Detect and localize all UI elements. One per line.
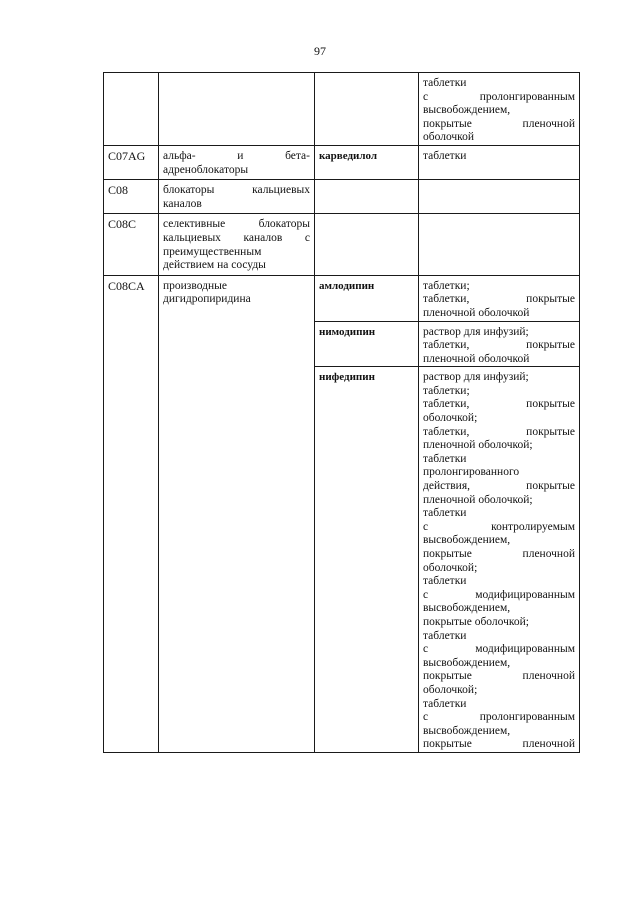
dosage-form-line: оболочкой; bbox=[423, 683, 478, 696]
group-name-line: преимущественным bbox=[163, 245, 262, 258]
drug-name-cell bbox=[315, 367, 419, 753]
table-row bbox=[104, 180, 580, 214]
table-row bbox=[104, 275, 580, 321]
drug-name-cell bbox=[315, 73, 419, 146]
atc-code: C08CA bbox=[108, 278, 145, 293]
group-name-line: адреноблокаторы bbox=[163, 163, 249, 176]
group-name-line: производные bbox=[163, 279, 227, 292]
anatomical-group-cell bbox=[159, 180, 315, 214]
dosage-form-line: оболочкой bbox=[423, 131, 475, 144]
dosage-form-line: высвобождением, bbox=[423, 724, 511, 737]
atc-code-cell bbox=[104, 180, 159, 214]
drug-name-cell bbox=[315, 145, 419, 179]
dosage-form-line: раствор для инфузий; bbox=[423, 371, 529, 384]
dosage-form-line: покрытые оболочкой; bbox=[423, 615, 529, 628]
dosage-form-line: пленочной оболочкой bbox=[423, 306, 530, 319]
page-number: 97 bbox=[314, 44, 326, 58]
dosage-form-line: таблетки; bbox=[423, 384, 470, 397]
dosage-forms-cell bbox=[419, 73, 580, 146]
group-name-line: действием на сосуды bbox=[163, 259, 266, 272]
dosage-form-line: покрытые пленочной bbox=[423, 738, 575, 751]
dosage-form-line: таблетки bbox=[423, 575, 467, 588]
table-row bbox=[104, 214, 580, 275]
table-row bbox=[104, 73, 580, 146]
dosage-form-line: высвобождением, bbox=[423, 104, 511, 117]
anatomical-group-cell bbox=[159, 73, 315, 146]
dosage-form-line: пленочной оболочкой; bbox=[423, 439, 533, 452]
atc-code: C08 bbox=[108, 183, 129, 198]
dosage-form-line: действия, покрытые bbox=[423, 480, 575, 493]
dosage-form-line: с контролируемым bbox=[423, 520, 575, 533]
dosage-form-line: таблетки bbox=[423, 149, 467, 162]
drug-name: карведилол bbox=[319, 149, 378, 162]
atc-code-cell bbox=[104, 214, 159, 275]
atc-code-cell bbox=[104, 145, 159, 179]
dosage-forms-cell bbox=[419, 367, 580, 753]
dosage-form-line: таблетки, покрытые bbox=[423, 398, 575, 411]
drug-name: нимодипин bbox=[319, 325, 376, 338]
group-name-line: кальциевых каналов с bbox=[163, 231, 310, 244]
anatomical-group-cell bbox=[159, 145, 315, 179]
dosage-form-line: высвобождением, bbox=[423, 602, 511, 615]
table-row bbox=[104, 145, 580, 179]
drug-name: амлодипин bbox=[319, 279, 375, 292]
dosage-forms-cell bbox=[419, 180, 580, 214]
dosage-form-line: таблетки, покрытые bbox=[423, 339, 575, 352]
dosage-form-line: таблетки, покрытые bbox=[423, 425, 575, 438]
drug-name-cell bbox=[315, 180, 419, 214]
dosage-form-line: пленочной оболочкой bbox=[423, 352, 530, 365]
atc-code-cell bbox=[104, 73, 159, 146]
atc-code-cell bbox=[104, 275, 159, 752]
dosage-form-line: раствор для инфузий; bbox=[423, 325, 529, 338]
drug-name-cell bbox=[315, 321, 419, 367]
dosage-forms-cell bbox=[419, 321, 580, 367]
dosage-form-line: оболочкой; bbox=[423, 561, 478, 574]
anatomical-group-cell bbox=[159, 275, 315, 752]
drug-classification-table bbox=[103, 72, 580, 753]
dosage-form-line: таблетки bbox=[423, 77, 467, 89]
dosage-form-line: высвобождением, bbox=[423, 534, 511, 547]
group-name-line: дигидропиридина bbox=[163, 293, 251, 306]
dosage-form-line: с модифицированным bbox=[423, 643, 575, 656]
dosage-form-line: покрытые пленочной bbox=[423, 670, 575, 683]
dosage-form-line: пленочной оболочкой; bbox=[423, 493, 533, 506]
atc-code: C08C bbox=[108, 217, 137, 232]
drug-name: нифедипин bbox=[319, 371, 375, 384]
dosage-form-line: покрытые пленочной bbox=[423, 117, 575, 130]
group-name-line: альфа- и бета- bbox=[163, 149, 310, 162]
dosage-form-line: оболочкой; bbox=[423, 412, 478, 425]
group-name-line: каналов bbox=[163, 197, 202, 210]
group-name-line: селективные блокаторы bbox=[163, 218, 310, 231]
dosage-form-line: с модифицированным bbox=[423, 588, 575, 601]
drug-name-cell bbox=[315, 275, 419, 321]
dosage-form-line: покрытые пленочной bbox=[423, 548, 575, 560]
dosage-form-line: таблетки bbox=[423, 452, 467, 465]
drug-name-cell bbox=[315, 214, 419, 275]
anatomical-group-cell bbox=[159, 214, 315, 275]
dosage-form-line: таблетки bbox=[423, 629, 467, 642]
group-name-line: блокаторы кальциевых bbox=[163, 184, 310, 197]
dosage-form-line: таблетки, покрытые bbox=[423, 293, 575, 306]
dosage-form-line: с пролонгированным bbox=[423, 711, 575, 724]
atc-code: C07AG bbox=[108, 148, 146, 163]
dosage-forms-cell bbox=[419, 214, 580, 275]
dosage-forms-cell bbox=[419, 145, 580, 179]
dosage-form-line: таблетки bbox=[423, 507, 467, 520]
dosage-form-line: таблетки; bbox=[423, 279, 470, 292]
dosage-form-line: пролонгированного bbox=[423, 466, 520, 479]
dosage-form-line: с пролонгированным bbox=[423, 90, 575, 103]
dosage-form-line: высвобождением, bbox=[423, 656, 511, 669]
dosage-form-line: таблетки bbox=[423, 697, 467, 710]
dosage-forms-cell bbox=[419, 275, 580, 321]
